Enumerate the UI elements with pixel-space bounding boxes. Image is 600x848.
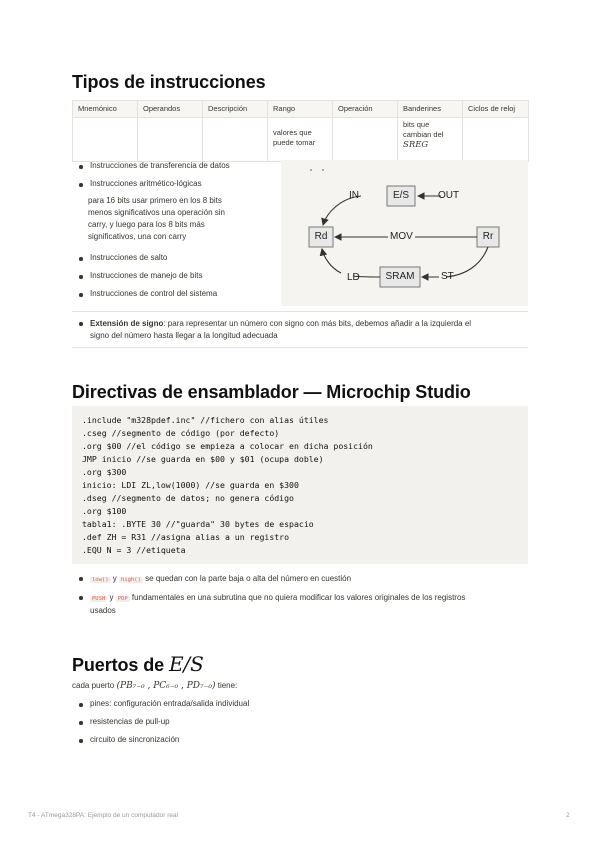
table-cell — [333, 118, 398, 162]
sreg-math: SREG — [403, 140, 429, 150]
list-item: Instrucciones de transferencia de datos — [76, 161, 276, 170]
code-line: .org $00 //el código se empieza a colocar en dicha posición — [82, 441, 373, 451]
mov-label: MOV — [390, 231, 413, 242]
extension-text2: signo del número hasta llegar a la longitud adecuada — [90, 331, 278, 340]
conj-y: y — [109, 593, 114, 602]
list-item: Instrucciones aritmético-lógicas — [76, 179, 276, 188]
arith-note-line: carry, y luego para los 8 bits más — [88, 220, 205, 229]
table-header-cell: Mnemónico — [73, 101, 138, 118]
instruction-table — [72, 100, 529, 162]
list-item: pines: configuración entrada/salida individual — [76, 699, 526, 708]
list-item: resistencias de pull-up — [76, 717, 526, 726]
table-header-cell: Banderines — [398, 101, 463, 118]
code-block — [72, 406, 528, 564]
ports-features-list — [76, 699, 526, 744]
ports-intro-pre: cada puerto — [72, 681, 115, 690]
table-header-row — [73, 101, 529, 118]
code-line: tabla1: .BYTE 30 //"guarda" 30 bytes de espacio — [82, 519, 314, 529]
register-transfer-diagram — [281, 160, 528, 306]
ports-intro-post: tiene: — [217, 681, 238, 690]
instruction-types-list — [76, 161, 276, 191]
code-line: .include "m328pdef.inc" //fichero con alias útiles — [82, 415, 329, 425]
extension-bold: Extensión de signo — [90, 319, 164, 328]
banderines-line: bits que — [403, 120, 430, 129]
es-label: E/S — [392, 190, 410, 201]
arith-note-line: significativos, una con carry — [88, 232, 187, 241]
rd-label: Rd — [314, 231, 328, 242]
rr-label: Rr — [482, 231, 494, 242]
conj-y: y — [112, 574, 117, 583]
code-line: .org $100 — [82, 506, 127, 516]
section-title-directivas: Directivas de ensamblador — Microchip Studio — [72, 382, 471, 402]
inline-code-push: PUSH — [92, 596, 106, 602]
st-label: ST — [441, 271, 454, 282]
table-cell — [463, 118, 529, 162]
rango-line: puede tomar — [273, 138, 316, 147]
list-item: Instrucciones de manejo de bits — [76, 271, 276, 280]
arith-note-line: para 16 bits usar primero en los 8 bits — [88, 196, 222, 205]
table-header-cell: Descripción — [203, 101, 268, 118]
rango-line: valores que — [273, 128, 312, 137]
table-cell — [73, 118, 138, 162]
section-title-tipos: Tipos de instrucciones — [72, 72, 266, 92]
inline-code-high: high() — [121, 577, 141, 583]
page-number: 2 — [566, 812, 570, 819]
puertos-title-math: E/S — [168, 652, 204, 676]
extension-text: : para representar un número con signo con más bits, debemos añadir a la izquierda el — [163, 319, 472, 328]
table-cell-rango — [268, 118, 333, 162]
table-cell — [138, 118, 203, 162]
table-header-cell: Operandos — [138, 101, 203, 118]
table-cell — [203, 118, 268, 162]
code-line: .EQU N = 3 //etiqueta — [82, 545, 186, 555]
section-title-puertos — [72, 652, 204, 676]
table-header-cell: Rango — [268, 101, 333, 118]
inline-code-pop: POP — [117, 596, 128, 602]
table-header-cell: Operación — [333, 101, 398, 118]
divider — [72, 347, 528, 348]
table-row — [73, 118, 529, 162]
arith-note-line: menos significativos una operación sin — [88, 208, 225, 217]
out-label: OUT — [438, 190, 460, 201]
code-line: JMP inicio //se guarda en $00 y $01 (ocupa doble) — [82, 454, 324, 464]
divider — [72, 311, 528, 312]
arith-note — [88, 195, 278, 243]
inline-code-low: low() — [92, 577, 109, 583]
code-line: .def ZH = R31 //asigna alias a un registro — [82, 532, 290, 542]
list-item — [76, 318, 528, 342]
code-line: .org $300 — [82, 467, 127, 477]
extension-bullet — [76, 318, 528, 342]
code-line: inicio: LDI ZL,low(1000) //se guarda en $300 — [82, 480, 299, 490]
extension-list — [76, 318, 528, 342]
list-item — [76, 592, 528, 617]
code-line: .dseg //segmento de datos; no genera código — [82, 493, 294, 503]
puertos-title-text: Puertos de — [72, 655, 165, 675]
code-line: .cseg //segmento de código (por defecto) — [82, 428, 280, 438]
instruction-types-list-cont — [76, 253, 276, 298]
sram-label: SRAM — [385, 271, 415, 282]
push-pop-text: fundamentales en una subrutina que no quiera modificar los valores originales de los registros — [131, 593, 466, 602]
banderines-line: cambian del — [403, 130, 444, 139]
directives-notes-list — [76, 573, 528, 617]
in-label: IN — [349, 190, 359, 201]
list-item: Instrucciones de salto — [76, 253, 276, 262]
ports-intro-math: (PB₇₋₀ , PC₆₋₀ , PD₇₋₀) — [116, 681, 216, 691]
footer-title: T4 - ATmega328PA: Ejemplo de un computador real — [28, 812, 179, 819]
low-high-text: se quedan con la parte baja o alta del número en cuestión — [145, 574, 352, 583]
push-pop-text2: usados — [90, 606, 116, 615]
table-header-cell: Ciclos de reloj — [463, 101, 529, 118]
list-item: circuito de sincronización — [76, 735, 526, 744]
ports-intro — [72, 681, 237, 691]
list-item — [76, 573, 528, 586]
ld-label: LD — [347, 272, 360, 283]
ld-arrow — [322, 249, 341, 273]
table-cell-banderines — [398, 118, 463, 162]
list-item: Instrucciones de control del sistema — [76, 289, 276, 298]
